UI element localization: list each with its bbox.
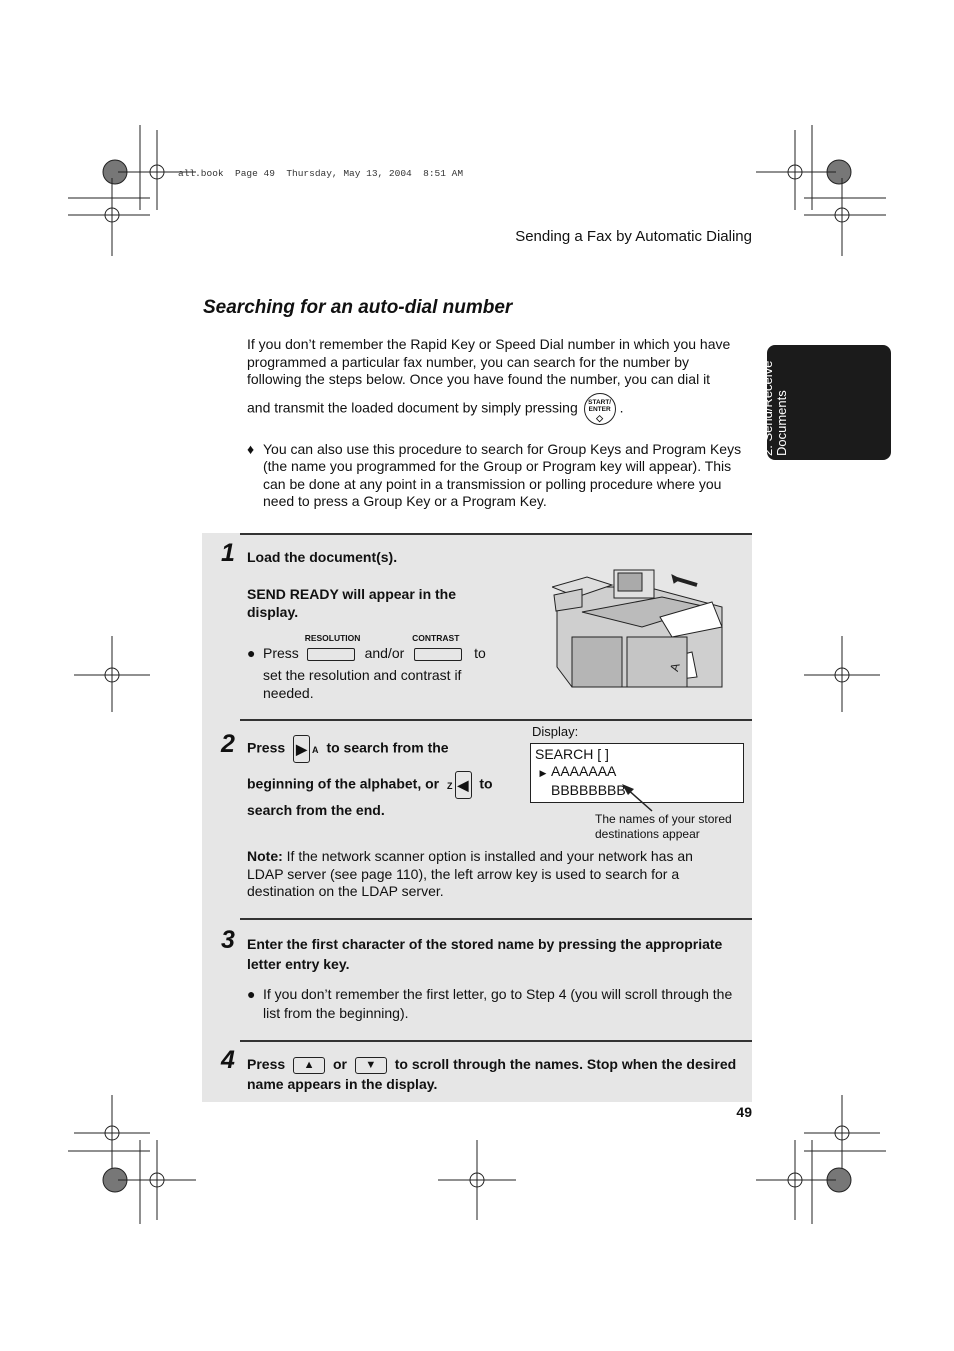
fax-machine-illustration	[552, 567, 727, 691]
bullet-dot-icon: ●	[247, 986, 256, 1002]
chapter-side-tab-label: 2. Send/Receive Documents	[760, 360, 789, 456]
step-divider	[240, 918, 752, 920]
bullet-dot-icon: ●	[247, 645, 256, 661]
step2-press: Press	[247, 739, 286, 756]
lcd-line-3: BBBBBBBB	[551, 782, 626, 798]
resolution-key-icon	[307, 648, 355, 661]
start-key-label-2: ENTER	[588, 406, 611, 413]
step1-andor: and/or	[364, 645, 405, 661]
step-divider	[240, 719, 752, 721]
contrast-key-icon	[414, 648, 462, 661]
step4-text	[247, 1054, 742, 1094]
intro-paragraph-line2-text: and transmit the loaded document by simply pressing	[247, 399, 578, 416]
step-number: 3	[221, 926, 235, 954]
diamond-bullet-icon: ♦	[247, 440, 255, 457]
step2-note	[247, 848, 717, 901]
page-number: 49	[736, 1104, 752, 1120]
intro-bullet	[247, 441, 742, 511]
step3-bullet	[247, 985, 742, 1023]
display-label: Display:	[532, 724, 579, 739]
steps-panel	[202, 533, 752, 1102]
contrast-key	[412, 633, 464, 662]
resolution-key	[304, 633, 361, 662]
lcd-caption: The names of your stored destinations appear	[595, 812, 732, 841]
step2-to: to	[479, 775, 493, 792]
step4-rest: to scroll through the names. Stop when the desired name appears in the display.	[247, 1056, 737, 1092]
intro-text	[247, 336, 742, 511]
step3-bullet-text: If you don’t remember the first letter, go to Step 4 (you will scroll through the list from the beginning).	[263, 986, 733, 1021]
step1-title: Load the document(s).	[247, 549, 398, 565]
step-divider	[240, 533, 752, 535]
down-arrow-key-icon: ▼	[355, 1057, 387, 1074]
step-divider	[240, 1040, 752, 1042]
step4-press: Press	[247, 1056, 286, 1072]
step1-bullet-rest: set the resolution and contrast if needed.	[263, 667, 462, 701]
lcd-cursor-icon: ▶	[539, 768, 547, 778]
key-a-label: A	[312, 744, 319, 755]
step1-to: to	[474, 645, 486, 661]
intro-bullet-text: You can also use this procedure to search for Group Keys and Program Keys (the name you programmed for the Group or Program key will appear). This can be done at any point in a transmission or polling procedure where you need to press a Group Key or a Program Key.	[263, 440, 742, 509]
left-arrow-key-icon: ◀	[455, 771, 472, 799]
intro-paragraph-line2	[247, 393, 742, 425]
right-arrow-key-icon: ▶	[293, 735, 310, 763]
up-arrow-key-icon: ▲	[293, 1057, 325, 1074]
step-number: 4	[221, 1046, 235, 1074]
intro-paragraph: If you don’t remember the Rapid Key or Speed Dial number in which you have programmed a particular fax number, you can search for the number by following the steps below. Once you have found the number, you can dial it	[247, 336, 731, 387]
intro-period: .	[619, 399, 624, 416]
step-number: 1	[221, 539, 235, 567]
note-text: If the network scanner option is installed and your network has an LDAP server (see page 110), the left arrow key is used to search for a destination on the LDAP server.	[247, 848, 693, 899]
start-key-diamond-icon: ◇	[596, 412, 604, 423]
step2-text1: to search from the	[326, 739, 449, 756]
step3-title: Enter the first character of the stored name by pressing the appropriate letter entry key.	[247, 936, 723, 972]
step4-or: or	[332, 1056, 347, 1072]
step-number: 2	[221, 730, 235, 758]
contrast-key-label: CONTRAST	[412, 633, 460, 643]
lcd-line-2	[535, 763, 739, 782]
lcd-line-1: SEARCH [ ]	[535, 746, 609, 762]
step2-text	[247, 735, 527, 820]
step1-bullet	[247, 633, 512, 702]
svg-text:A: A	[667, 661, 683, 673]
resolution-key-label: RESOLUTION	[304, 633, 361, 643]
step2-text2: beginning of the alphabet, or	[247, 775, 440, 792]
step1-press: Press	[263, 645, 299, 661]
start-key-label-1: START/	[588, 398, 612, 406]
running-head: Sending a Fax by Automatic Dialing	[515, 228, 752, 245]
step1-line2: SEND READY will appear in the display.	[247, 586, 457, 620]
start-enter-key-icon	[584, 393, 616, 425]
print-slug: all.book Page 49 Thursday, May 13, 2004 8:51 AM	[178, 168, 464, 179]
lcd-pointer-arrow-icon	[620, 783, 660, 813]
note-label: Note:	[247, 848, 283, 864]
chapter-side-tab	[760, 345, 891, 460]
lcd-line-2-text: AAAAAAA	[551, 763, 617, 779]
section-title: Searching for an auto-dial number	[203, 297, 513, 318]
key-z-label: Z	[447, 780, 453, 791]
step2-text3: search from the end.	[247, 802, 385, 818]
